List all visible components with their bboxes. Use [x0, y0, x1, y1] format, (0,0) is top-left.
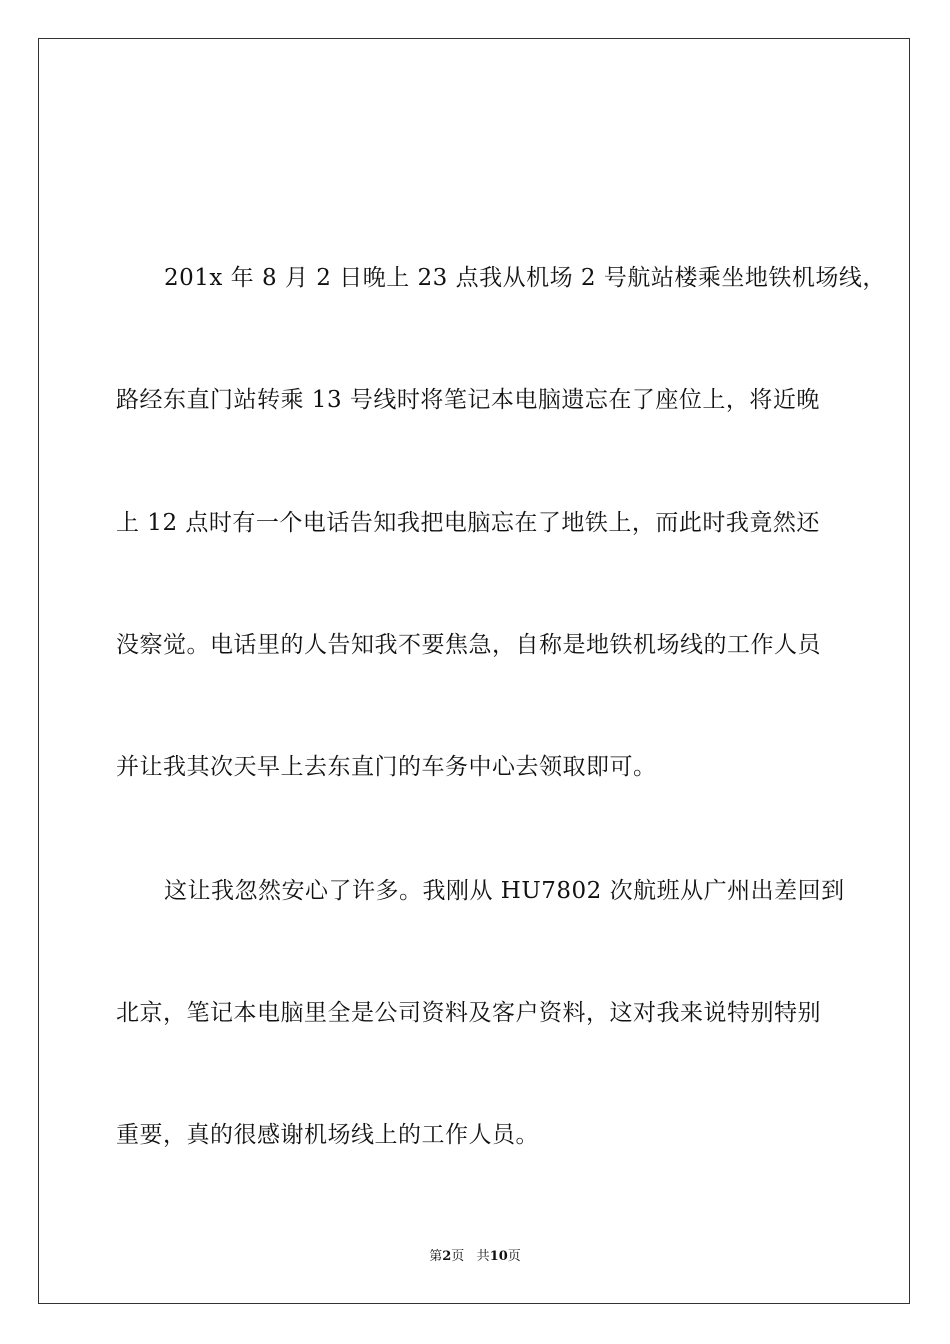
- paragraph-2-line-2: 北京，笔记本电脑里全是公司资料及客户资料，这对我来说特别特别: [116, 1000, 821, 1026]
- page-suffix: 页: [451, 1249, 465, 1264]
- page-footer: [0, 1248, 950, 1266]
- page-prefix: 第: [429, 1249, 443, 1264]
- total-pages: 10: [489, 1249, 508, 1264]
- paragraph-1-line-2: 路经东直门站转乘 13 号线时将笔记本电脑遗忘在了座位上，将近晚: [116, 387, 820, 413]
- paragraph-1-line-3: 上 12 点时有一个电话告知我把电脑忘在了地铁上，而此时我竟然还: [116, 510, 820, 536]
- page-number: 2: [442, 1249, 452, 1264]
- paragraph-2-line-1: 这让我忽然安心了许多。我刚从 HU7802 次航班从广州出差回到: [164, 878, 845, 904]
- paragraph-1-line-5: 并让我其次天早上去东直门的车务中心去领取即可。: [116, 754, 657, 780]
- total-prefix: 共: [476, 1249, 490, 1264]
- paragraph-1-line-4: 没察觉。电话里的人告知我不要焦急，自称是地铁机场线的工作人员: [116, 632, 821, 658]
- page-border: [38, 38, 910, 1304]
- paragraph-2-line-3: 重要，真的很感谢机场线上的工作人员。: [116, 1122, 539, 1148]
- paragraph-1-line-1: 201x 年 8 月 2 日晚上 23 点我从机场 2 号航站楼乘坐地铁机场线，: [164, 265, 886, 291]
- total-suffix: 页: [507, 1249, 521, 1264]
